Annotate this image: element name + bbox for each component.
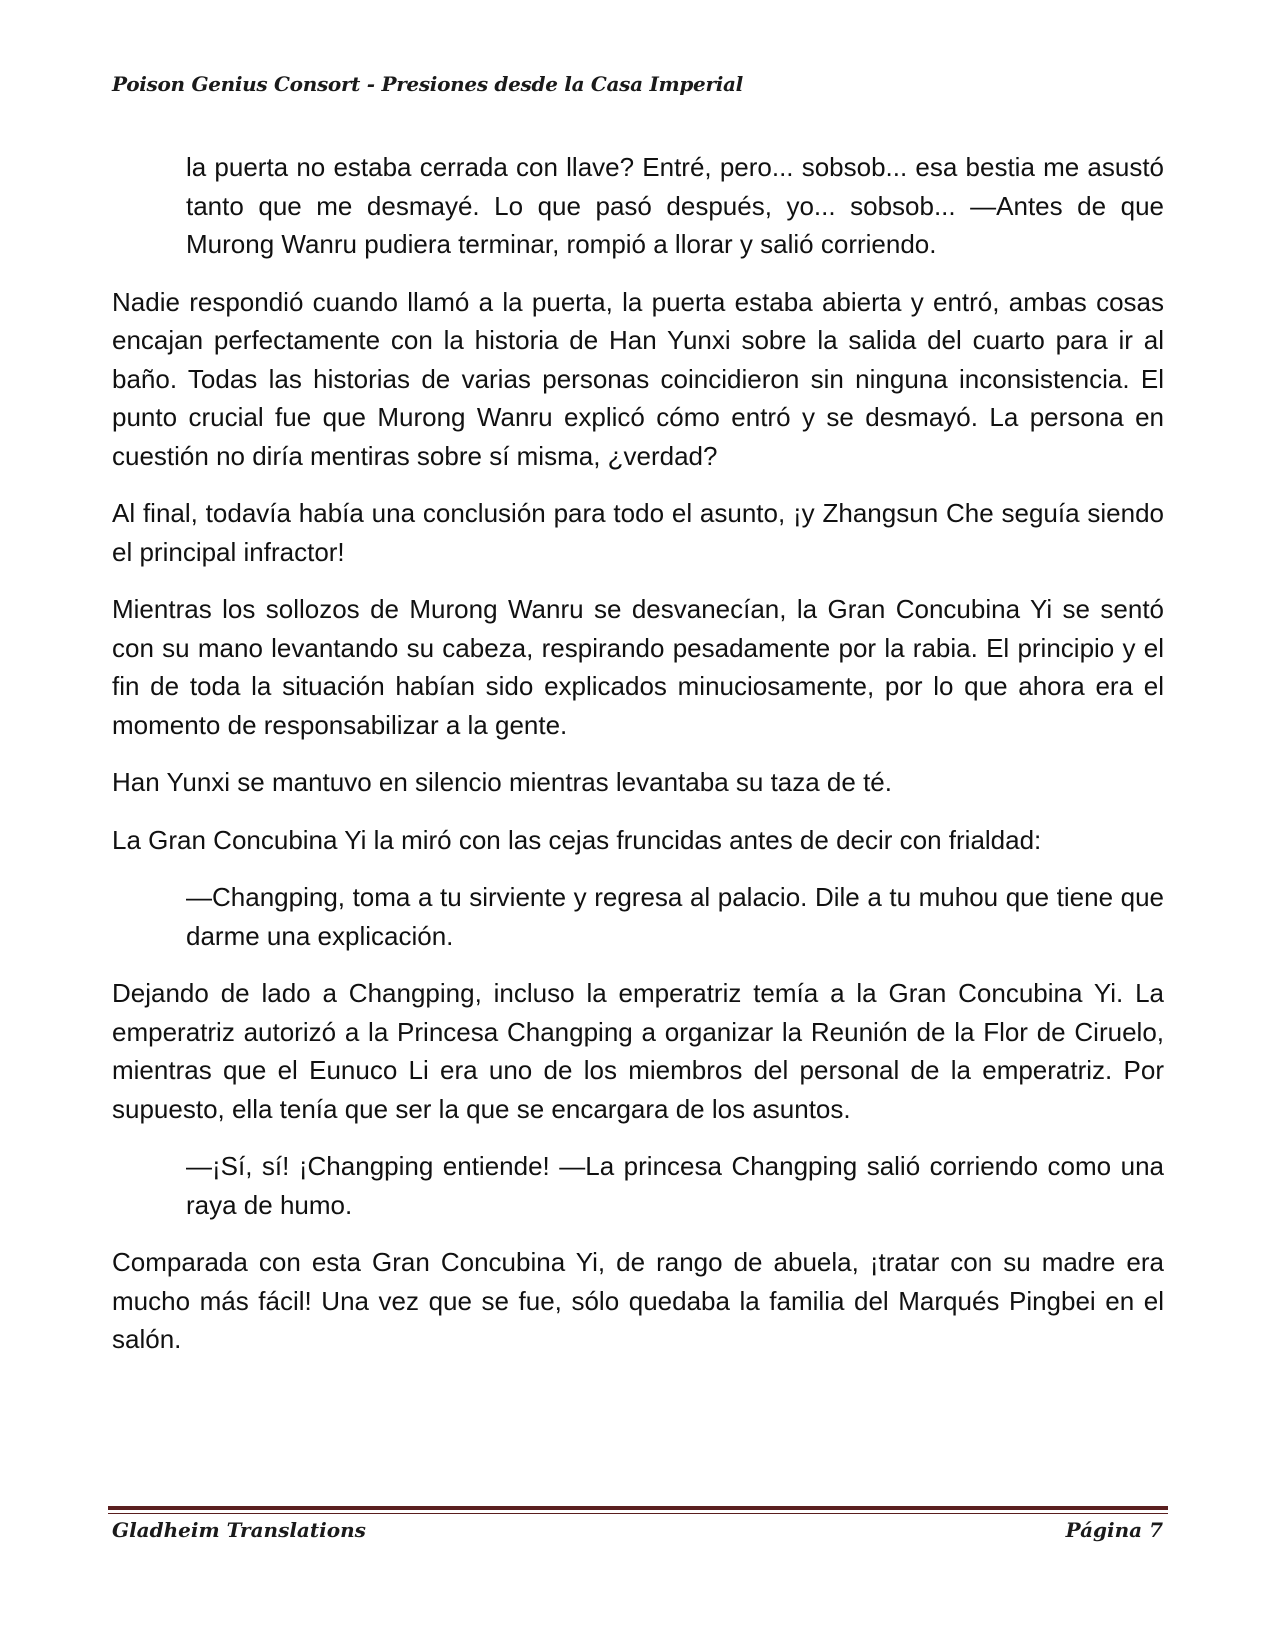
paragraph-7: —Changping, toma a tu sirviente y regresa al palacio. Dile a tu muhou que tiene que darme una explicación. bbox=[186, 882, 1164, 951]
footer-page-number: Página 7 bbox=[1065, 1518, 1163, 1542]
footer-divider-thick bbox=[108, 1506, 1168, 1510]
paragraph-4: Mientras los sollozos de Murong Wanru se desvanecían, la Gran Concubina Yi se sentó con su mano levantando su cabeza, respirando pesadamente por la rabia. El principio y el fin de toda la situación habían sido explicados minuciosamente, por lo que ahora era el momento de responsabilizar a la gente. bbox=[112, 594, 1164, 740]
paragraph-2: Nadie respondió cuando llamó a la puerta, la puerta estaba abierta y entró, ambas cosas encajan perfectamente con la historia de Han Yunxi sobre la salida del cuarto para ir al baño. Todas las historias de varias personas coincidieron sin ninguna inconsistencia. El punto crucial fue que Murong Wanru explicó cómo entró y se desmayó. La persona en cuestión no diría mentiras sobre sí misma, ¿verdad? bbox=[112, 286, 1164, 471]
footer-divider bbox=[108, 1506, 1168, 1514]
footer-divider-thin bbox=[108, 1513, 1168, 1514]
body-text bbox=[112, 148, 1164, 1378]
footer-translator: Gladheim Translations bbox=[112, 1518, 366, 1542]
paragraph-1: la puerta no estaba cerrada con llave? Entré, pero... sobsob... esa bestia me asustó tanto que me desmayé. Lo que pasó después, yo... sobsob... —Antes de que Murong Wanru pudiera terminar, rompió a llorar y salió corriendo. bbox=[186, 152, 1164, 259]
paragraph-5: Han Yunxi se mantuvo en silencio mientras levantaba su taza de té. bbox=[112, 767, 892, 797]
paragraph-10: Comparada con esta Gran Concubina Yi, de rango de abuela, ¡tratar con su madre era mucho más fácil! Una vez que se fue, sólo quedaba la familia del Marqués Pingbei en el salón. bbox=[112, 1247, 1164, 1354]
header-title: Poison Genius Consort - Presiones desde la Casa Imperial bbox=[112, 72, 743, 96]
paragraph-8: Dejando de lado a Changping, incluso la emperatriz temía a la Gran Concubina Yi. La emperatriz autorizó a la Princesa Changping a organizar la Reunión de la Flor de Ciruelo, mientras que el Eunuco Li era uno de los miembros del personal de la emperatriz. Por supuesto, ella tenía que ser la que se encargara de los asuntos. bbox=[112, 978, 1164, 1124]
paragraph-6: La Gran Concubina Yi la miró con las cejas fruncidas antes de decir con frialdad: bbox=[112, 824, 1042, 855]
paragraph-3: Al final, todavía había una conclusión para todo el asunto, ¡y Zhangsun Che seguía siendo el principal infractor! bbox=[112, 498, 1164, 567]
paragraph-9: —¡Sí, sí! ¡Changping entiende! —La princesa Changping salió corriendo como una raya de humo. bbox=[186, 1151, 1164, 1220]
